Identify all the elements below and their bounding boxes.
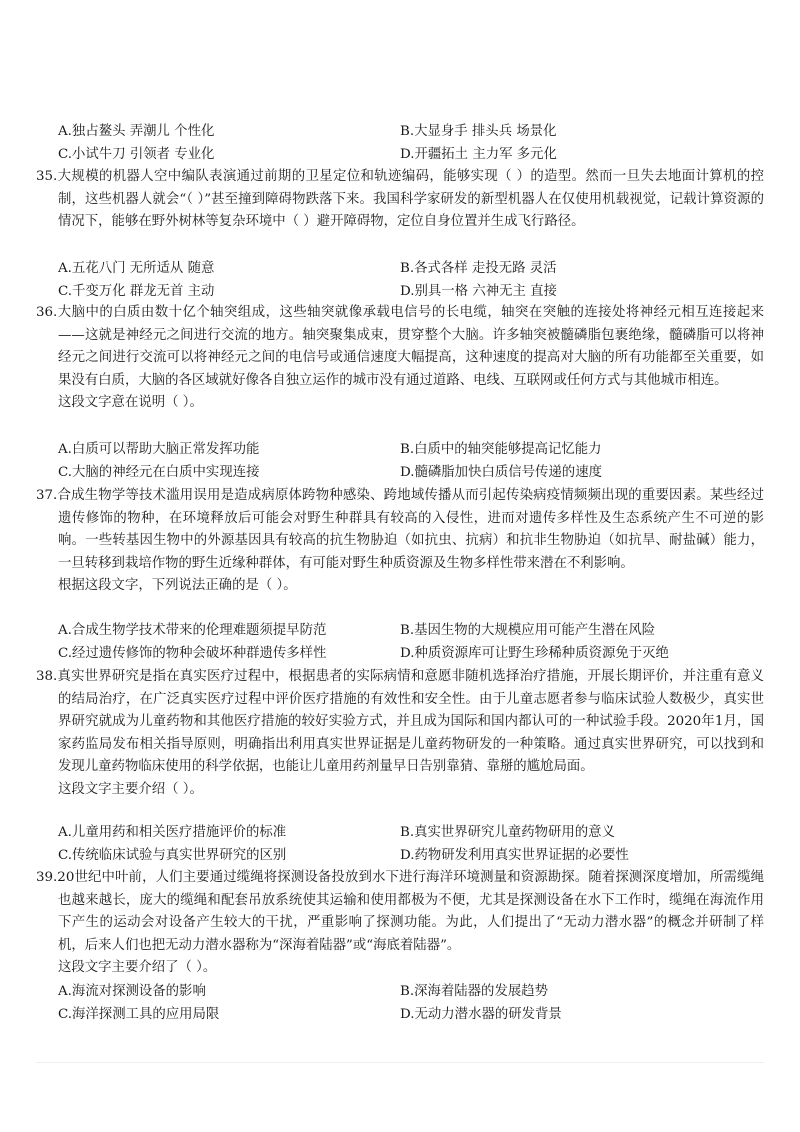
q37-options	[58, 620, 764, 665]
q34-option-b: B.大显身手 排头兵 场景化	[400, 124, 557, 139]
q36-question: 这段文字意在说明（ ）。	[58, 395, 203, 410]
q36-option-b: B.白质中的轴突能够提高记忆能力	[400, 442, 602, 457]
q34-option-a: A.独占鳌头 弄潮儿 个性化	[58, 124, 215, 139]
q38-option-c: C.传统临床试验与真实世界研究的区别	[58, 847, 287, 863]
q39-option-b: B.深海着陆器的发展趋势	[400, 984, 549, 999]
q36-options	[58, 439, 764, 484]
footer-divider	[36, 1062, 764, 1063]
q39-option-a: A.海流对探测设备的影响	[58, 984, 206, 999]
q39-options	[58, 981, 764, 1026]
q39-text: 39.20世纪中叶前，人们主要通过缆绳将探测设备投放到水下进行海洋环境测量和资源勘探。随着探测深度增加，所需缆绳也越来越长，庞大的缆绳和配套吊放系统使其运输和使用都极为不便，尤其是探测设备在水下工作时，缆绳在海流作用下产生的运动会对设备产生较大的干扰，严重影响了探测功能。为此，人们提出了“无动力潜水器”的概念并研制了样机，后来人们也把无动力潜水器称为“深海着陆器”或“海底着陆器”。	[36, 870, 764, 953]
q36-option-c: C.大脑的神经元在白质中实现连接	[58, 464, 260, 480]
q38-options	[58, 822, 764, 867]
q38-option-d: D.药物研发利用真实世界证据的必要性	[400, 847, 629, 863]
q35-text: 35.大规模的机器人空中编队表演通过前期的卫星定位和轨迹编码，能够实现（ ）的造型。然而一旦失去地面计算机的控制，这些机器人就会“（ ）”甚至撞到障碍物跌落下来。我国科学家研发的新型机器人在仅使用机载视觉，记载计算资源的情况下，能够在野外树林等复杂环境中（ ）避开障碍物，定位自身位置并生成飞行路径。	[36, 169, 764, 229]
q36-block	[36, 302, 764, 415]
q39-option-d: D.无动力潜水器的研发背景	[400, 1006, 562, 1022]
q36-option-d: D.髓磷脂加快白质信号传递的速度	[400, 464, 602, 480]
q34-options	[58, 121, 764, 166]
q35-options	[58, 258, 764, 303]
q35-option-a: A.五花八门 无所适从 随意	[58, 261, 215, 276]
q38-option-a: A.儿童用药和相关医疗措施评价的标准	[58, 825, 287, 840]
q35-option-d: D.别具一格 六神无主 直接	[400, 283, 557, 299]
q39-question: 这段文字主要介绍了（ ）。	[58, 960, 217, 975]
q35-option-c: C.千变万化 群龙无首 主动	[58, 283, 215, 299]
q37-option-a: A.合成生物学技术带来的伦理难题须提早防范	[58, 623, 327, 638]
q38-option-b: B.真实世界研究儿童药物研用的意义	[400, 825, 615, 840]
q34-option-d: D.开疆拓土 主力军 多元化	[400, 146, 557, 162]
q34-option-c: C.小试牛刀 引领者 专业化	[58, 146, 215, 162]
q38-question: 这段文字主要介绍（ ）。	[58, 781, 203, 797]
q37-text: 37.合成生物学等技术滥用误用是造成病原体跨物种感染、跨地域传播从而引起传染病疫情频频出现的重要因素。某些经过遗传修饰的物种，在环境释放后可能会对野生种群具有较高的入侵性，进而对遗传多样性及生态系统产生不可逆的影响。一些转基因生物中的外源基因具有较高的抗生物胁迫（如抗虫、抗病）和抗非生物胁迫（如抗旱、耐盐碱）能力，一旦转移到栽培作物的野生近缘种群体，有可能对野生种质资源及生物多样性带来潜在不利影响。	[36, 488, 764, 571]
q37-option-d: D.种质资源库可让野生珍稀种质资源免于灭绝	[400, 645, 669, 661]
q35-option-b: B.各式各样 走投无路 灵活	[400, 261, 557, 276]
q38-block	[36, 666, 764, 801]
q37-option-c: C.经过遗传修饰的物种会破坏种群遗传多样性	[58, 645, 327, 661]
q36-option-a: A.白质可以帮助大脑正常发挥功能	[58, 442, 260, 457]
q37-block	[36, 485, 764, 598]
q39-block	[36, 867, 764, 980]
q38-text: 38.真实世界研究是指在真实医疗过程中，根据患者的实际病情和意愿非随机选择治疗措施，开展长期评价，并注重有意义的结局治疗，在广泛真实医疗过程中评价医疗措施的有效性和安全性。由于儿童志愿者参与临床试验人数极少，真实世界研究就成为儿童药物和其他医疗措施的较好实验方式，并且成为国际和国内都认可的一种试验手段。2020年1月，国家药监局发布相关指导原则，明确指出利用真实世界证据是儿童药物研发的一种策略。通过真实世界研究，可以找到和发现儿童药物临床使用的科学依据，也能让儿童用药剂量早日告别靠猜、靠掰的尴尬局面。	[36, 669, 764, 774]
q39-option-c: C.海洋探测工具的应用局限	[58, 1006, 220, 1022]
q36-text: 36.大脑中的白质由数十亿个轴突组成，这些轴突就像承载电信号的长电缆，轴突在突触的连接处将神经元相互连接起来——这就是神经元之间进行交流的地方。轴突聚集成束，贯穿整个大脑。许多轴突被髓磷脂包裹绝缘，髓磷脂可以将神经元之间进行交流可以将神经元之间的电信号或通信速度大幅提高，这种速度的提高对大脑的所有功能都至关重要，如果没有白质，大脑的各区域就好像各自独立运作的城市没有通过道路、电线、互联网或任何方式与其他城市相连。	[36, 305, 764, 388]
q35-block	[36, 166, 764, 234]
q37-option-b: B.基因生物的大规模应用可能产生潜在风险	[400, 623, 656, 638]
q37-question: 根据这段文字，下列说法正确的是（ ）。	[58, 578, 297, 593]
